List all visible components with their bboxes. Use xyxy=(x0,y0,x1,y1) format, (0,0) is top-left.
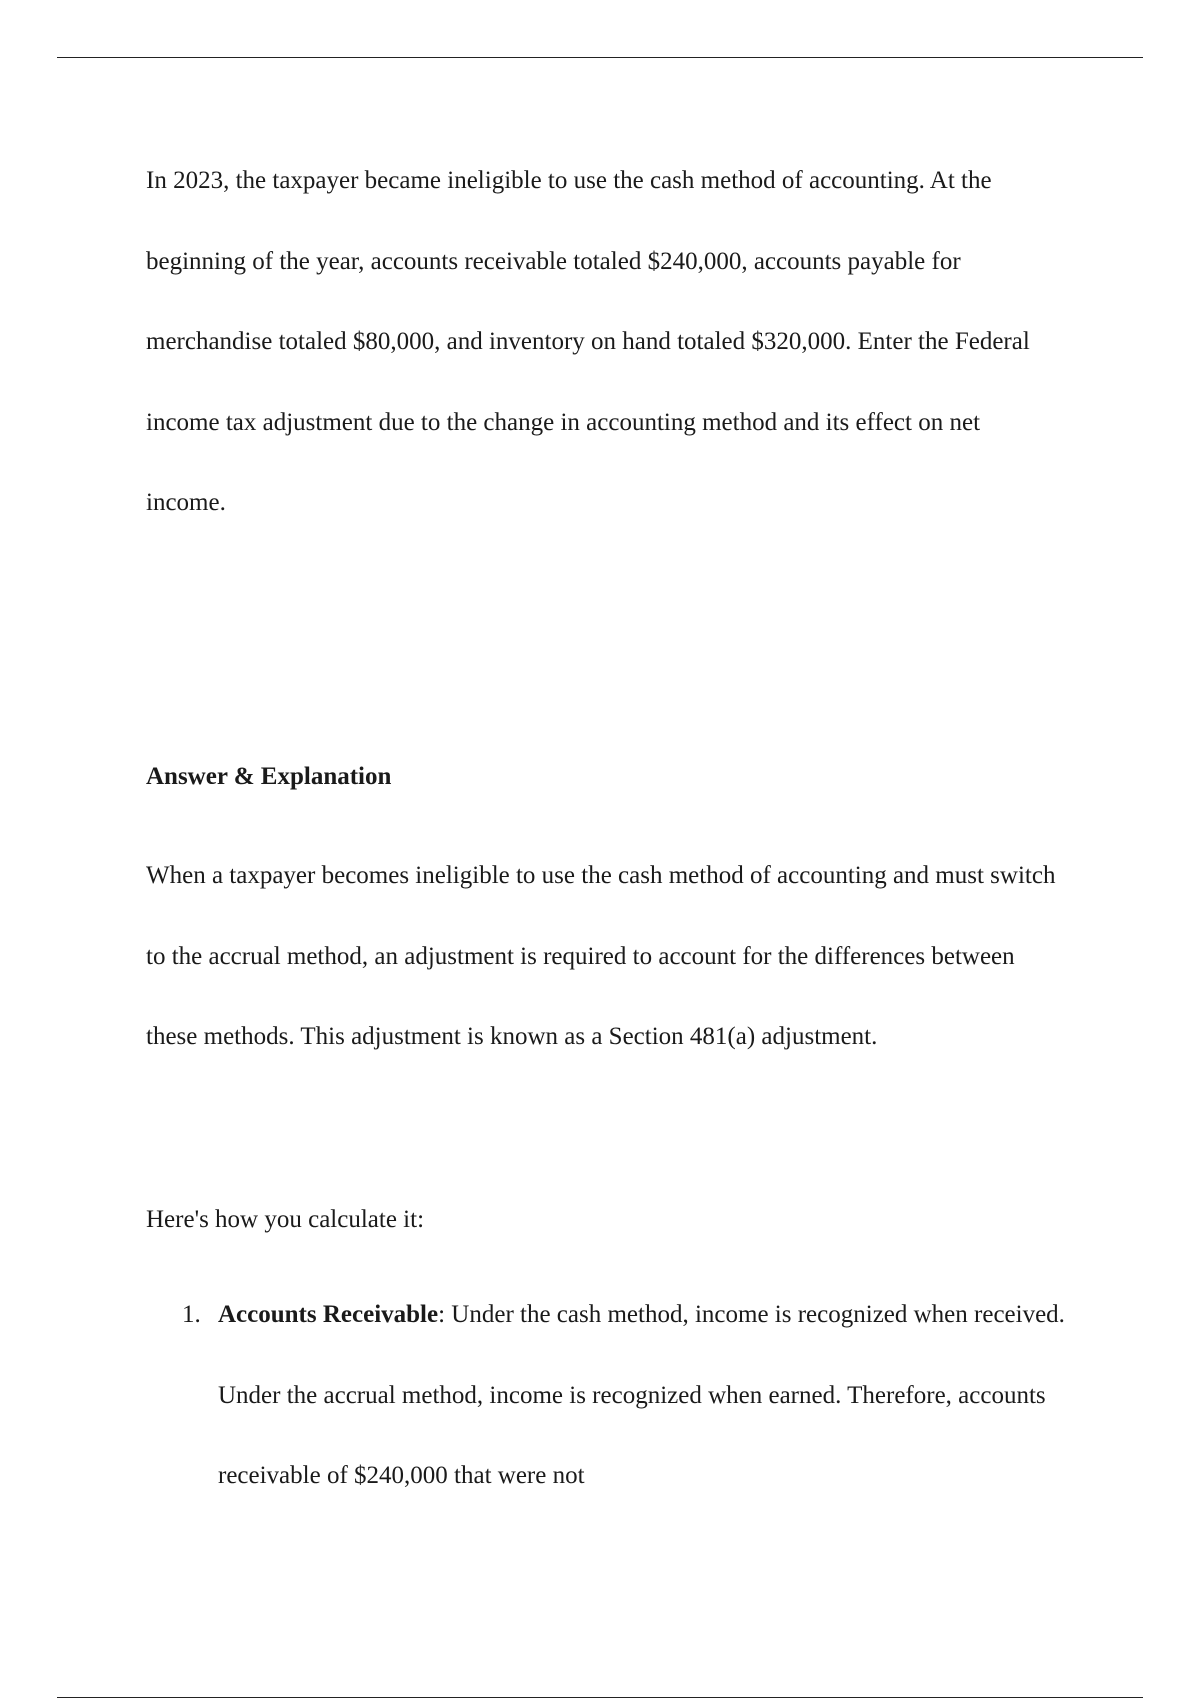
calculation-intro: Here's how you calculate it: xyxy=(146,1206,425,1233)
list-item-term: Accounts Receivable xyxy=(218,1301,439,1328)
list-item-number: 1. xyxy=(182,1301,201,1328)
answer-heading: Answer & Explanation xyxy=(146,763,392,790)
question-paragraph: In 2023, the taxpayer became ineligible to use the cash method of accounting. At the beginning of the year, accounts receivable totaled $240,000, accounts payable for merchandise totaled $80,000, and inventory on hand totaled $320,000. Enter the Federal income tax adjustment due to the change in accounting method and its effect on net income. xyxy=(146,167,1030,516)
page-top-rule xyxy=(57,57,1143,58)
calculation-steps-list xyxy=(146,1275,1066,1517)
page-bottom-rule xyxy=(57,1697,1143,1698)
explanation-paragraph: When a taxpayer becomes ineligible to use the cash method of accounting and must switch to the accrual method, an adjustment is required to account for the differences between these methods. This adjustment is known as a Section 481(a) adjustment. xyxy=(146,862,1056,1050)
list-item xyxy=(146,1275,1066,1517)
list-item-text: : Under the cash method, income is recognized when received. Under the accrual method, income is recognized when earned. Therefore, accounts receivable of $240,000 that were not xyxy=(218,1301,1065,1489)
